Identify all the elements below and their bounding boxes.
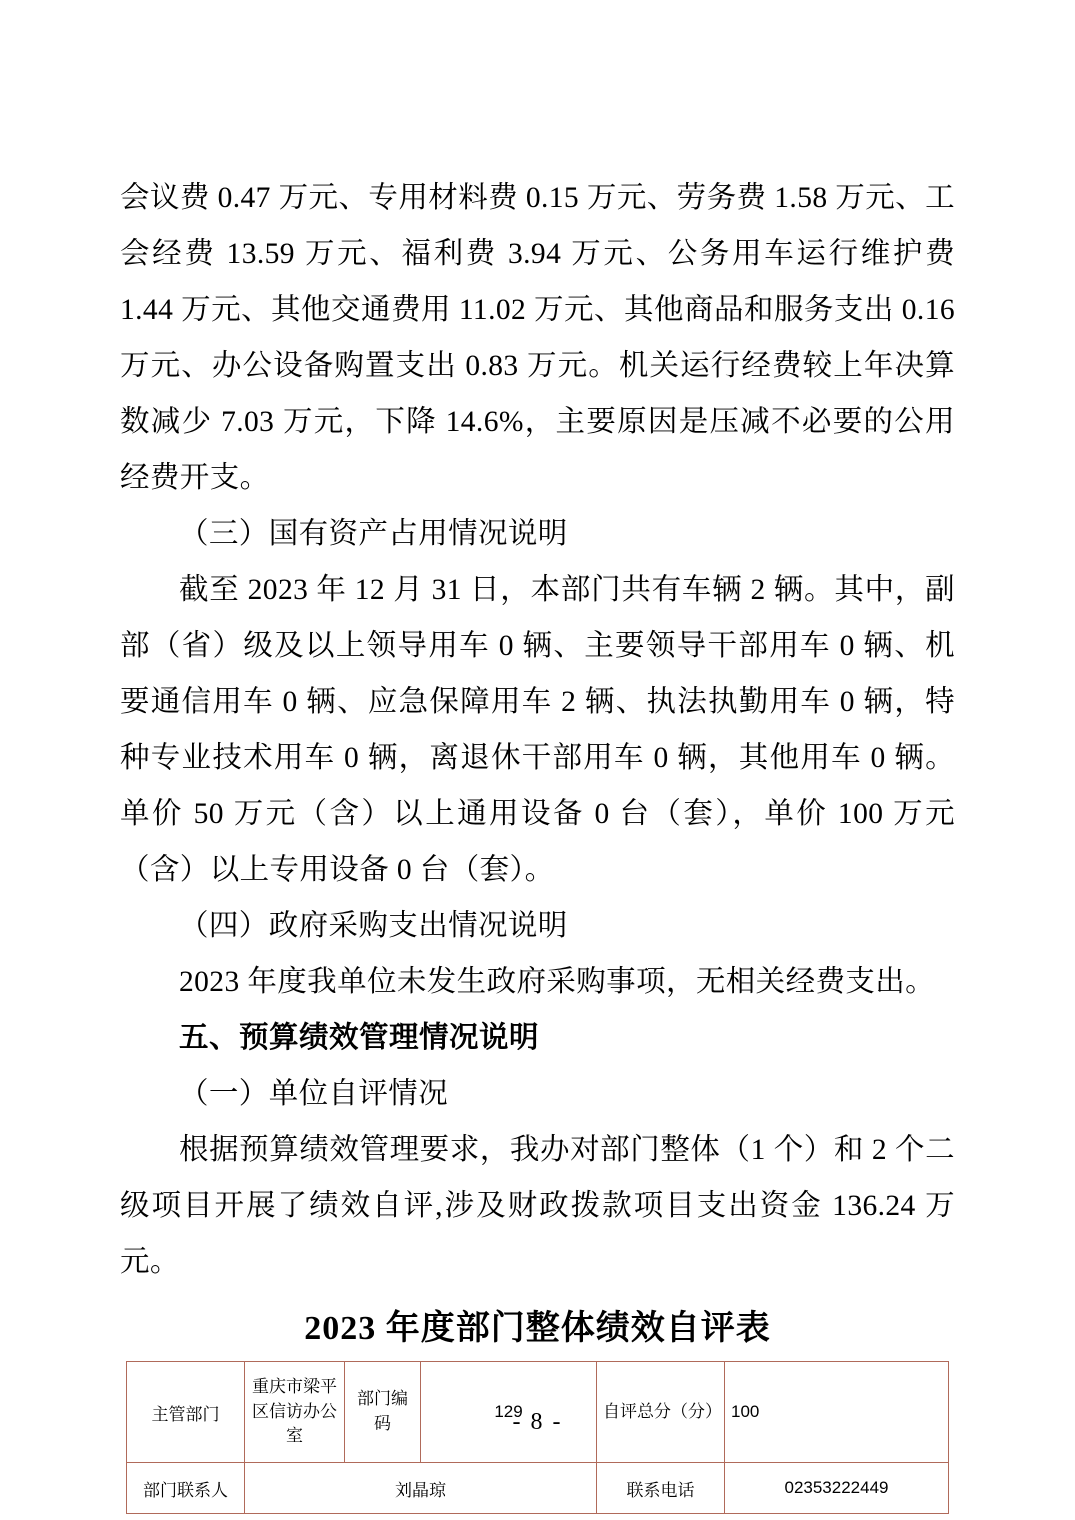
paragraph-government-procurement: 2023 年度我单位未发生政府采购事项，无相关经费支出。 <box>179 966 936 998</box>
paragraph-state-assets: 截至 2023 年 12 月 31 日，本部门共有车辆 2 辆。其中，副部（省）级及以上领导用车 0 辆、主要领导干部用车 0 辆、机要通信用车 0 辆、应急保障用车 2 辆、执法执勤用车 0 辆，特种专业技术用车 0 辆，离退休干部用车 0 辆，其他用车 0 辆。单价 50 万元（含）以上通用设备 0 台（套），单价 100 万元（含）以上专用设备 0 台（套）。 <box>120 574 955 886</box>
cell-label-contact: 部门联系人 <box>127 1463 245 1514</box>
paragraph-self-evaluation: 根据预算绩效管理要求，我办对部门整体（1 个）和 2 个二级项目开展了绩效自评,涉及财政拨款项目支出资金 136.24 万元。 <box>120 1134 955 1278</box>
heading-budget-performance: 五、预算绩效管理情况说明 <box>179 1021 540 1054</box>
cell-label-phone: 联系电话 <box>597 1463 725 1514</box>
table-title: 2023 年度部门整体绩效自评表 <box>304 1310 771 1347</box>
paragraph-operating-expenses: 会议费 0.47 万元、专用材料费 0.15 万元、劳务费 1.58 万元、工会经费 13.59 万元、福利费 3.94 万元、公务用车运行维护费 1.44 万元、其他交通费用 11.02 万元、其他商品和服务支出 0.16 万元、办公设备购置支出 0.83 万元。机关运行经费较上年决算数减少 7.03 万元，下降 14.6%，主要原因是压减不必要的公用经费开支。 <box>120 182 955 494</box>
cell-label-dept: 主管部门 <box>127 1362 245 1463</box>
cell-value-phone: 02353222449 <box>725 1463 949 1514</box>
page-number: - 8 - <box>512 1409 563 1435</box>
cell-value-score: 100 <box>725 1362 949 1463</box>
table-row <box>127 1463 949 1514</box>
cell-label-score: 自评总分（分） <box>597 1362 725 1463</box>
cell-label-code: 部门编码 <box>345 1362 421 1463</box>
cell-value-contact: 刘晶琼 <box>245 1463 597 1514</box>
heading-self-evaluation: （一）单位自评情况 <box>179 1078 449 1110</box>
heading-government-procurement: （四）政府采购支出情况说明 <box>179 910 568 942</box>
performance-self-evaluation-table <box>126 1361 949 1514</box>
heading-state-assets: （三）国有资产占用情况说明 <box>179 518 568 550</box>
cell-value-dept: 重庆市梁平区信访办公室 <box>245 1362 345 1463</box>
cell-value-code: 129 <box>421 1362 597 1463</box>
